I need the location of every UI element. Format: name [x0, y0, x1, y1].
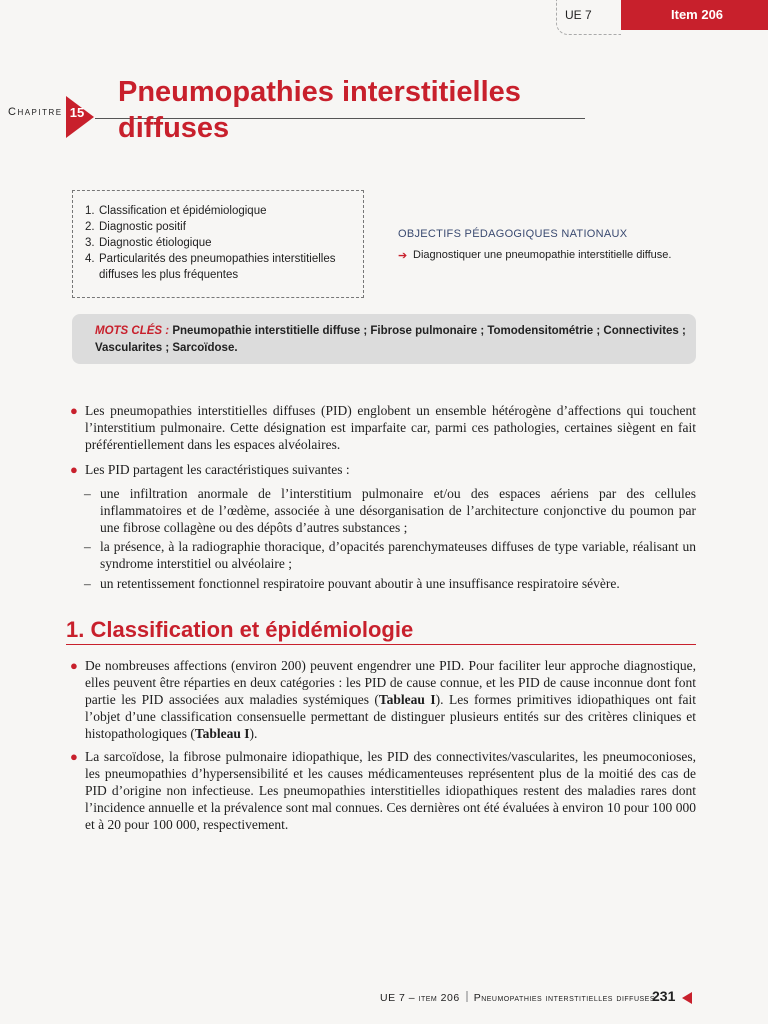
keywords-text: Pneumopathie interstitielle diffuse ; Fibrose pulmonaire ; Tomodensitométrie ; Connectivites ; Vascularites ; Sarcoïdose.	[95, 325, 686, 354]
chapter-outline	[72, 190, 364, 298]
section-rule	[66, 644, 696, 645]
arrow-left-icon	[682, 992, 692, 1004]
outline-item: 2. Diagnostic positif	[85, 221, 186, 233]
bullet-icon: ●	[70, 658, 78, 673]
keywords-label: MOTS CLÉS :	[95, 325, 170, 337]
section-paragraph: ● De nombreuses affections (environ 200) peuvent engendrer une PID. Pour faciliter leur approche diagnostique, elles peuvent être réparties en deux catégories : les PID de cause connue, et les PID de cause inconnue dont font partie les PID associées aux maladies systémiques (Tableau I). Les formes primitives idiopathiques ont fait l’objet d’une classification consensuelle permettant de distinguer plusieurs entités sur des critères cliniques et histopathologiques (Tableau I).	[70, 658, 696, 741]
page-title: Pneumopathies interstitielles diffuses	[118, 76, 521, 144]
outline-item: 1. Classification et épidémiologique	[85, 205, 267, 217]
section-paragraph: ● La sarcoïdose, la fibrose pulmonaire idiopathique, les PID des connectivites/vascularites, les pneumoconioses, les pneumopathies d’hypersensibilité et les causes médicamenteuses représentent plus de la moitié des cas de PID d’origine non infectieuse. Les pneumopathies interstitielles idiopathiques restent des maladies rares dont l’incidence annuelle et la prévalence sont mal connues. Ces dernières ont été évaluées à environ 10 pour 100 000 et à 20 pour 100 000, respectivement.	[70, 749, 696, 832]
item-label: Item 206	[671, 7, 724, 22]
chapter-word: Chapitre	[8, 106, 63, 118]
section-title: 1. Classification et épidémiologie	[66, 617, 414, 642]
objective-item: Diagnostiquer une pneumopathie interstitielle diffuse.	[413, 249, 672, 261]
page-number: 231	[652, 988, 676, 1004]
bullet-icon: ●	[70, 749, 78, 764]
footer-title: Pneumopathies interstitielles diffuses	[473, 992, 656, 1004]
chapter-number: 15	[69, 105, 85, 120]
footer-separator	[466, 991, 468, 1002]
outline-item: 4. Particularités des pneumopathies interstitielles diffuses les plus fréquentes	[85, 253, 336, 281]
footer-ue: UE 7 – item 206	[380, 992, 460, 1004]
list-item: – une infiltration anormale de l’interstitium pulmonaire et/ou des espaces aériens par des cellules inflammatoires et de l’œdème, associée à une désorganisation de l’architecture conjonctive du poumon par une fibrose collagène ou des dépôts d’autres substances ;	[84, 486, 696, 535]
list-item: – un retentissement fonctionnel respiratoire pouvant aboutir à une insuffisance respiratoire sévère.	[84, 576, 620, 591]
intro-bullet: ● Les pneumopathies interstitielles diffuses (PID) englobent un ensemble hétérogène d’affections qui touchent l’interstitium pulmonaire. Cette désignation est imparfaite car, parmi ces pathologies, certaines siègent en fait préférentiellement dans les espaces alvéolaires.	[70, 403, 696, 452]
bullet-icon: ●	[70, 462, 78, 477]
footer	[380, 991, 655, 1004]
keywords-box	[72, 314, 696, 364]
intro-bullet: ● Les PID partagent les caractéristiques suivantes :	[70, 462, 350, 477]
bullet-icon: ●	[70, 403, 78, 418]
list-item: – la présence, à la radiographie thoracique, d’opacités parenchymateuses diffuses de type variable, réalisant un syndrome interstitiel ou alvéolaire ;	[84, 539, 696, 571]
outline-item: 3. Diagnostic étiologique	[85, 237, 212, 249]
ue-label: UE 7	[565, 8, 592, 22]
arrow-right-icon: ➔	[398, 250, 408, 262]
objectives-heading: OBJECTIFS PÉDAGOGIQUES NATIONAUX	[398, 228, 628, 240]
